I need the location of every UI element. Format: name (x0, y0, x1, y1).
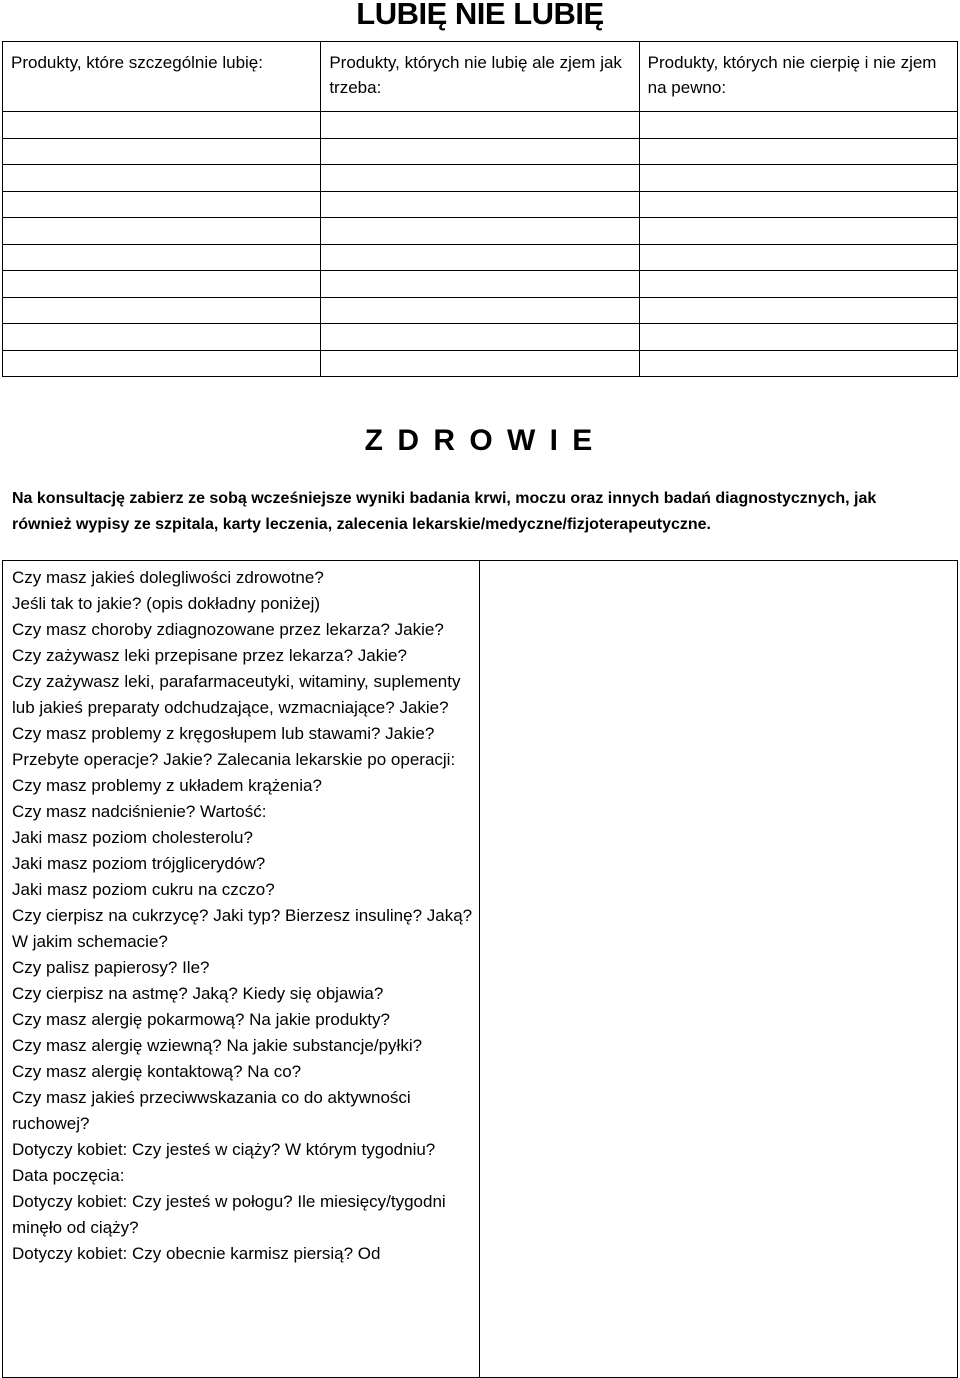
table-row (3, 350, 958, 377)
health-question: Czy masz jakieś dolegliwości zdrowotne? (12, 568, 324, 587)
table-cell-likes[interactable] (3, 112, 321, 139)
table-cell-dislikes[interactable] (639, 165, 957, 192)
table-row (3, 165, 958, 192)
health-intro-text: Na konsultację zabierz ze sobą wcześniejsze wyniki badania krwi, moczu oraz innych badań diagnostycznych, jak również wypisy ze szpitala, karty leczenia, zalecenia lekarskie/medyczne/fizjoterapeutyczne. (12, 490, 877, 533)
table-row (3, 138, 958, 165)
health-answer-field[interactable] (479, 560, 958, 1378)
health-question: Jaki masz poziom cholesterolu? (12, 828, 253, 847)
table-cell-likes[interactable] (3, 218, 321, 245)
table-cell-dislikes[interactable] (639, 138, 957, 165)
table-cell-likes[interactable] (3, 138, 321, 165)
table-row (3, 244, 958, 271)
table-cell-likes[interactable] (3, 244, 321, 271)
likes-dislikes-table (2, 41, 958, 377)
table-cell-dislikes[interactable] (639, 350, 957, 377)
table-row (3, 191, 958, 218)
table-row (3, 297, 958, 324)
health-question: Czy masz alergię kontaktową? Na co? (12, 1062, 302, 1081)
table-cell-likes[interactable] (3, 271, 321, 298)
table-cell-dislikes[interactable] (639, 271, 957, 298)
table-row (3, 218, 958, 245)
table-cell-likes[interactable] (3, 324, 321, 351)
health-question: Czy masz nadciśnienie? Wartość: (12, 802, 267, 821)
health-question: Czy zażywasz leki przepisane przez lekarza? Jakie? (12, 646, 407, 665)
table-cell-tolerated[interactable] (321, 324, 639, 351)
table-cell-dislikes[interactable] (639, 297, 957, 324)
table-row (3, 324, 958, 351)
health-question: Czy masz alergię wziewną? Na jakie substancje/pyłki? (12, 1036, 423, 1055)
health-question: Dotyczy kobiet: Czy jesteś w ciąży? W którym tygodniu? Data poczęcia: (12, 1140, 436, 1185)
table-cell-tolerated[interactable] (321, 244, 639, 271)
health-question: Czy palisz papierosy? Ile? (12, 958, 210, 977)
health-question: Czy zażywasz leki, parafarmaceutyki, witaminy, suplementy lub jakieś preparaty odchudzające, wzmacniające? Jakie? (12, 672, 461, 717)
table-cell-likes[interactable] (3, 297, 321, 324)
table-cell-tolerated[interactable] (321, 165, 639, 192)
health-question: Jaki masz poziom cukru na czczo? (12, 880, 275, 899)
health-question: Czy masz jakieś przeciwwskazania co do aktywności ruchowej? (12, 1088, 411, 1133)
table-cell-dislikes[interactable] (639, 244, 957, 271)
health-question: Czy masz problemy z układem krążenia? (12, 776, 322, 795)
table-cell-dislikes[interactable] (639, 218, 957, 245)
health-question: Czy masz choroby zdiagnozowane przez lekarza? Jakie? (12, 620, 444, 639)
table-header-row (3, 42, 958, 112)
health-question: Czy cierpisz na cukrzycę? Jaki typ? Bierzesz insulinę? Jaką? W jakim schemacie? (12, 906, 473, 951)
health-question: Dotyczy kobiet: Czy jesteś w połogu? Ile miesięcy/tygodni minęło od ciąży? (12, 1192, 446, 1237)
health-questions-column (2, 560, 480, 1378)
health-question: Jaki masz poziom trójglicerydów? (12, 854, 266, 873)
health-question: Czy masz alergię pokarmową? Na jakie produkty? (12, 1010, 390, 1029)
table-cell-tolerated[interactable] (321, 191, 639, 218)
column-header-tolerated: Produkty, których nie lubię ale zjem jak trzeba: (321, 42, 639, 112)
health-question: Dotyczy kobiet: Czy obecnie karmisz piersią? Od (12, 1244, 381, 1263)
table-row (3, 112, 958, 139)
column-header-dislikes: Produkty, których nie cierpię i nie zjem na pewno: (639, 42, 957, 112)
health-section-title: Z D R O W I E (364, 424, 596, 457)
table-cell-tolerated[interactable] (321, 138, 639, 165)
table-cell-tolerated[interactable] (321, 112, 639, 139)
table-cell-tolerated[interactable] (321, 271, 639, 298)
column-header-likes: Produkty, które szczególnie lubię: (3, 42, 321, 112)
table-cell-dislikes[interactable] (639, 324, 957, 351)
table-cell-likes[interactable] (3, 350, 321, 377)
page-title: LUBIĘ NIE LUBIĘ (356, 0, 604, 31)
health-question: Przebyte operacje? Jakie? Zalecania lekarskie po operacji: (12, 750, 456, 769)
table-cell-likes[interactable] (3, 165, 321, 192)
table-cell-tolerated[interactable] (321, 350, 639, 377)
health-question: Czy masz problemy z kręgosłupem lub stawami? Jakie? (12, 724, 435, 743)
table-cell-likes[interactable] (3, 191, 321, 218)
health-question: Jeśli tak to jakie? (opis dokładny poniżej) (12, 594, 321, 613)
table-row (3, 271, 958, 298)
table-cell-tolerated[interactable] (321, 218, 639, 245)
table-cell-dislikes[interactable] (639, 112, 957, 139)
table-cell-tolerated[interactable] (321, 297, 639, 324)
table-cell-dislikes[interactable] (639, 191, 957, 218)
health-question: Czy cierpisz na astmę? Jaką? Kiedy się objawia? (12, 984, 384, 1003)
